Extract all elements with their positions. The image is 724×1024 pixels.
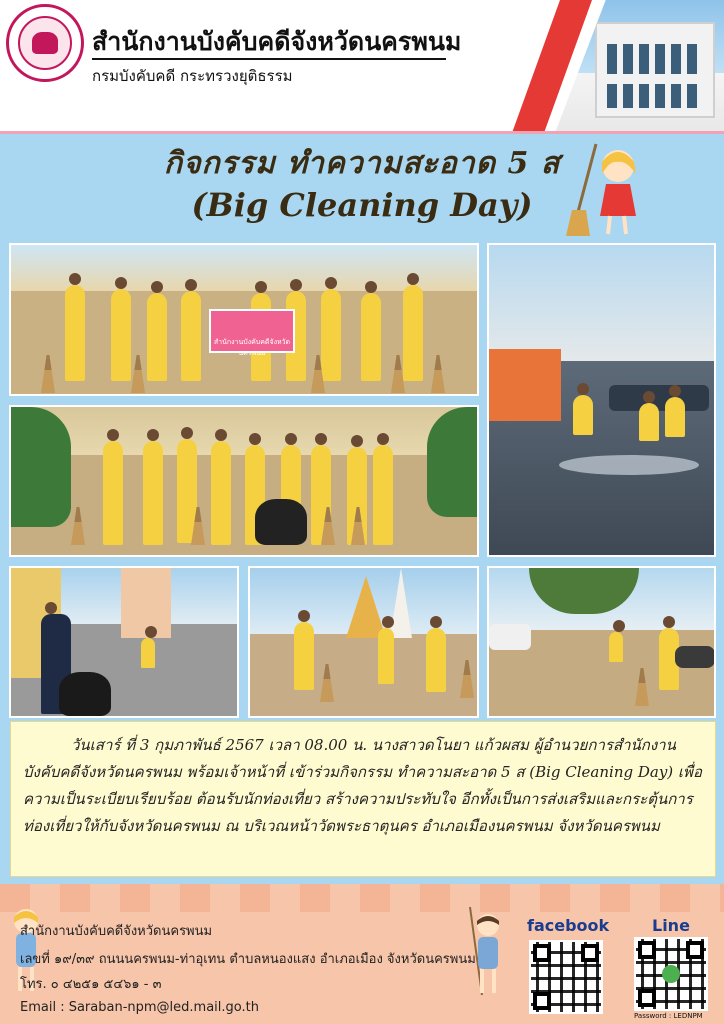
sweeping-temple-photo xyxy=(248,566,479,718)
office-banner: สำนักงานบังคับคดีจังหวัดนครพนม xyxy=(209,309,295,353)
footer-email[interactable]: Email : Saraban-npm@led.mail.go.th xyxy=(20,1000,259,1015)
trash-bag xyxy=(59,672,111,716)
girl-sweeping-icon xyxy=(566,140,652,240)
bush-left xyxy=(11,407,71,527)
footer-phone: โทร. ๐ ๔๒๕๑ ๕๔๖๑ - ๓ xyxy=(20,977,162,992)
group-photo-with-banner xyxy=(9,243,479,396)
street-washing-photo xyxy=(487,243,716,557)
building-illustration xyxy=(595,22,715,118)
motorbike xyxy=(675,646,715,668)
header-divider xyxy=(92,58,446,60)
white-van xyxy=(489,624,531,650)
facebook-qr-code[interactable] xyxy=(529,940,603,1014)
group-photo-temple xyxy=(9,405,479,557)
header-bottom-line xyxy=(0,131,724,134)
organization-name: สำนักงานบังคับคดีจังหวัดนครพนม xyxy=(92,27,462,56)
collecting-trash-photo xyxy=(9,566,239,718)
line-qr-code[interactable] xyxy=(634,937,708,1011)
bush-right xyxy=(427,407,477,517)
footer-address: เลขที่ ๑๙/๓๙ ถนนนครพนม-ท่าอุเทน ตำบลหนองแสง อำเภอเมือง จังหวัดนครพนม xyxy=(20,952,476,967)
department-seal-logo xyxy=(6,4,84,82)
activity-title: กิจกรรม ทำความสะอาด 5 ส xyxy=(163,146,561,181)
header-bar xyxy=(0,0,724,133)
garbage-bag xyxy=(255,499,307,545)
elephant-emblem-icon xyxy=(18,16,72,70)
footer-pattern xyxy=(0,884,724,912)
water-spray xyxy=(559,455,699,475)
line-logo-icon xyxy=(662,965,680,983)
footer-org-name: สำนักงานบังคับคดีจังหวัดนครพนม xyxy=(20,924,213,939)
parked-car xyxy=(609,385,709,411)
line-password: Password : LEDNPM xyxy=(634,1012,703,1020)
facebook-label: facebook xyxy=(527,916,610,935)
garbage-truck xyxy=(489,349,561,421)
activity-description: วันเสาร์ ที่ 3 กุมภาพันธ์ 2567 เวลา 08.00 น. นางสาวดโนยา แก้วผสม ผู้อำนวยการสำนักงานบังคับคดีจังหวัดนครพนม พร้อมเจ้าหน้าที่ เข้าร่วมกิจกรรม ทำความสะอาด 5 ส (Big Cleaning Day) เพื่อความเป็นระเบียบเรียบร้อย ต้อนรับนักท่องเที่ยว สร้างความประทับใจ อีกทั้งเป็นการส่งเสริมและกระตุ้นการท่องเที่ยวให้กับจังหวัดนครพนม ณ บริเวณหน้าวัดพระธาตุนคร อำเภอเมืองนครพนม จังหวัดนครพนม xyxy=(10,721,716,877)
organization-subtitle: กรมบังคับคดี กระทรวงยุติธรรม xyxy=(92,67,293,85)
line-label: Line xyxy=(652,916,690,935)
riverside-sweeping-photo xyxy=(487,566,716,718)
activity-subtitle: (Big Cleaning Day) xyxy=(191,186,533,224)
